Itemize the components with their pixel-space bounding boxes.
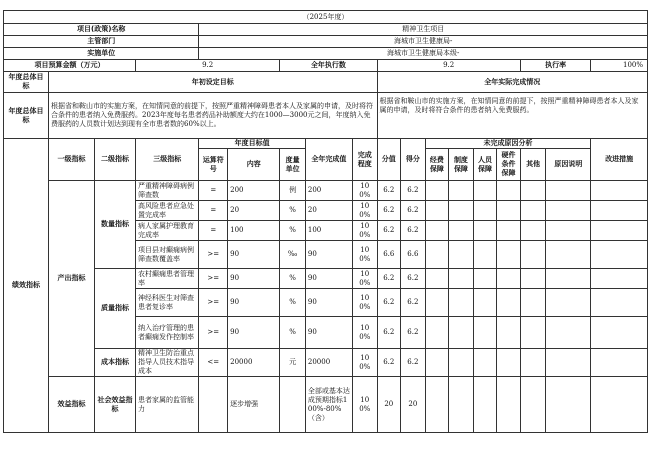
degree-header: 完成程度 — [352, 139, 377, 181]
indicator-value: 90 — [305, 269, 352, 289]
indicator-score-value: 6.2 — [377, 349, 401, 377]
indicator-unit: % — [280, 317, 306, 349]
indicator-unit: 例 — [280, 181, 306, 201]
indicator-unit — [280, 377, 306, 433]
unit-value: 海城市卫生健康局本级- — [199, 48, 648, 60]
indicator-op: <= — [199, 349, 228, 377]
quantity-indicator-label: 数量指标 — [95, 181, 136, 269]
performance-table — [3, 10, 648, 433]
indicator-content: 90 — [228, 241, 280, 269]
indicator-content: 20000 — [228, 349, 280, 377]
indicator-degree: 100% — [352, 317, 377, 349]
table-row — [4, 269, 648, 289]
project-name-label: 项目(政策)名称 — [4, 24, 199, 36]
indicator-content: 逐步增强 — [228, 377, 280, 433]
indicator-score: 6.2 — [401, 317, 426, 349]
indicator-score-value: 6.2 — [377, 289, 401, 317]
year-title: （2025年度） — [4, 11, 648, 24]
indicator-score-value: 6.2 — [377, 221, 401, 241]
content-header: 内容 — [228, 149, 280, 181]
project-name-row — [4, 24, 648, 36]
indicator-name: 严重精神障碍病例筛查数 — [136, 181, 199, 201]
indicator-value: 100 — [305, 221, 352, 241]
indicator-score-value: 20 — [377, 377, 401, 433]
indicator-value: 90 — [305, 241, 352, 269]
indicator-content: 200 — [228, 181, 280, 201]
target-value-header: 年度目标值 — [199, 139, 305, 149]
indicator-score-value: 6.2 — [377, 317, 401, 349]
reason-analysis-header: 未完成原因分析 — [425, 139, 591, 149]
goal-header-label: 年度总体目标 — [4, 72, 49, 93]
indicator-degree: 100% — [352, 181, 377, 201]
goal-header-row — [4, 72, 648, 93]
indicator-unit: % — [280, 201, 306, 221]
dept-value: 海城市卫生健康局- — [199, 36, 648, 48]
indicator-op: = — [199, 201, 228, 221]
initial-target-text: 根据省和鞍山市的实施方案，在知情同意的前提下，按照严重精神障碍患者本人及家属的申请，及时将符合条件的患者纳入免费服药。2023年度每名患者药品补助额度大约在1000—3000元之间，年度纳入免费服药的人员数计划达到现有全市患者数的60%以上。 — [49, 93, 378, 139]
indicator-score-value: 6.2 — [377, 181, 401, 201]
indicator-score: 6.6 — [401, 241, 426, 269]
indicator-name: 纳入治疗管理的患者癫痫发作控制率 — [136, 317, 199, 349]
indicator-header-row-1 — [4, 139, 648, 149]
indicator-degree: 100% — [352, 377, 377, 433]
exec-value: 9.2 — [377, 60, 520, 72]
indicator-score: 6.2 — [401, 181, 426, 201]
indicator-content: 100 — [228, 221, 280, 241]
reason-other-header: 其他 — [520, 149, 546, 181]
reason-note-header: 原因说明 — [546, 149, 591, 181]
indicator-name: 神经科医生对筛查患者复诊率 — [136, 289, 199, 317]
dept-label: 主管部门 — [4, 36, 199, 48]
unit-header: 度量单位 — [280, 149, 306, 181]
indicator-score-value: 6.6 — [377, 241, 401, 269]
quality-indicator-label: 质量指标 — [95, 269, 136, 349]
indicator-value: 90 — [305, 289, 352, 317]
indicator-score: 6.2 — [401, 349, 426, 377]
indicator-unit: % — [280, 221, 306, 241]
indicator-content: 90 — [228, 289, 280, 317]
indicator-score: 6.2 — [401, 269, 426, 289]
indicator-value: 20000 — [305, 349, 352, 377]
level1-header: 一级指标 — [49, 139, 95, 181]
perf-indicator-label: 绩效指标 — [4, 139, 49, 433]
reason-funding-header: 经费保障 — [425, 149, 449, 181]
indicator-op: >= — [199, 241, 228, 269]
table-row — [4, 181, 648, 201]
indicator-op — [199, 377, 228, 433]
indicator-score-value: 6.2 — [377, 269, 401, 289]
indicator-unit: 元 — [280, 349, 306, 377]
indicator-value: 200 — [305, 181, 352, 201]
indicator-content: 20 — [228, 201, 280, 221]
indicator-name: 农村癫痫患者管理率 — [136, 269, 199, 289]
indicator-unit: % — [280, 289, 306, 317]
budget-row — [4, 60, 648, 72]
initial-target-header: 年初设定目标 — [49, 72, 378, 93]
exec-label: 全年执行数 — [280, 60, 377, 72]
benefit-indicator-label: 效益指标 — [49, 377, 95, 433]
indicator-degree: 100% — [352, 241, 377, 269]
cost-indicator-label: 成本指标 — [95, 349, 136, 377]
actual-result-text: 根据省和鞍山市的实施方案，在知情同意的前提下，按照严重精神障碍患者本人及家属的申请，及时将符合条件的患者纳入免费服药。 — [377, 93, 647, 139]
indicator-degree: 100% — [352, 289, 377, 317]
social-benefit-label: 社会效益指标 — [95, 377, 136, 433]
budget-label: 项目预算金额（万元） — [4, 60, 136, 72]
indicator-op: >= — [199, 317, 228, 349]
rate-value: 100% — [591, 60, 648, 72]
actual-result-header: 全年实际完成情况 — [377, 72, 647, 93]
indicator-value: 20 — [305, 201, 352, 221]
indicator-name: 病人家属护理教育完成率 — [136, 221, 199, 241]
indicator-name: 项目县对癫痫病例筛查数覆盖率 — [136, 241, 199, 269]
indicator-op: >= — [199, 289, 228, 317]
year-row — [4, 11, 648, 24]
output-indicator-label: 产出指标 — [49, 181, 95, 377]
indicator-value: 全部或基本达成预期指标100%-80%（含） — [305, 377, 352, 433]
reason-system-header: 制度保障 — [449, 149, 474, 181]
rate-label: 执行率 — [520, 60, 591, 72]
unit-row — [4, 48, 648, 60]
indicator-score: 6.2 — [401, 201, 426, 221]
indicator-degree: 100% — [352, 349, 377, 377]
indicator-unit: ‰ — [280, 241, 306, 269]
table-row — [4, 349, 648, 377]
indicator-degree: 100% — [352, 269, 377, 289]
year-value-header: 全年完成值 — [305, 139, 352, 181]
indicator-degree: 100% — [352, 201, 377, 221]
goal-text-row — [4, 93, 648, 139]
table-row — [4, 377, 648, 433]
level3-header: 三级指标 — [136, 139, 199, 181]
reason-staff-header: 人员保障 — [473, 149, 497, 181]
indicator-score: 20 — [401, 377, 426, 433]
indicator-value: 90 — [305, 317, 352, 349]
goal-row-label: 年度总体目标 — [4, 93, 49, 139]
indicator-score: 6.2 — [401, 289, 426, 317]
unit-label: 实施单位 — [4, 48, 199, 60]
indicator-degree: 100% — [352, 221, 377, 241]
level2-header: 二级指标 — [95, 139, 136, 181]
indicator-name: 高风险患者应急处置完成率 — [136, 201, 199, 221]
improve-header: 改进措施 — [591, 139, 648, 181]
indicator-name: 患者家属的监管能力 — [136, 377, 199, 433]
indicator-op: >= — [199, 269, 228, 289]
indicator-name: 精神卫生防治重点指导人员技术指导成本 — [136, 349, 199, 377]
indicator-score-value: 6.2 — [377, 201, 401, 221]
indicator-score: 6.2 — [401, 221, 426, 241]
indicator-op: = — [199, 221, 228, 241]
op-header: 运算符号 — [199, 149, 228, 181]
indicator-unit: % — [280, 269, 306, 289]
indicator-content: 90 — [228, 317, 280, 349]
score-header: 得分 — [401, 139, 426, 181]
reason-hardware-header: 硬件条件保障 — [497, 149, 521, 181]
indicator-op: = — [199, 181, 228, 201]
indicator-content: 90 — [228, 269, 280, 289]
dept-row — [4, 36, 648, 48]
budget-amount: 9.2 — [136, 60, 280, 72]
score-value-header: 分值 — [377, 139, 401, 181]
project-name-value: 精神卫生项目 — [199, 24, 648, 36]
